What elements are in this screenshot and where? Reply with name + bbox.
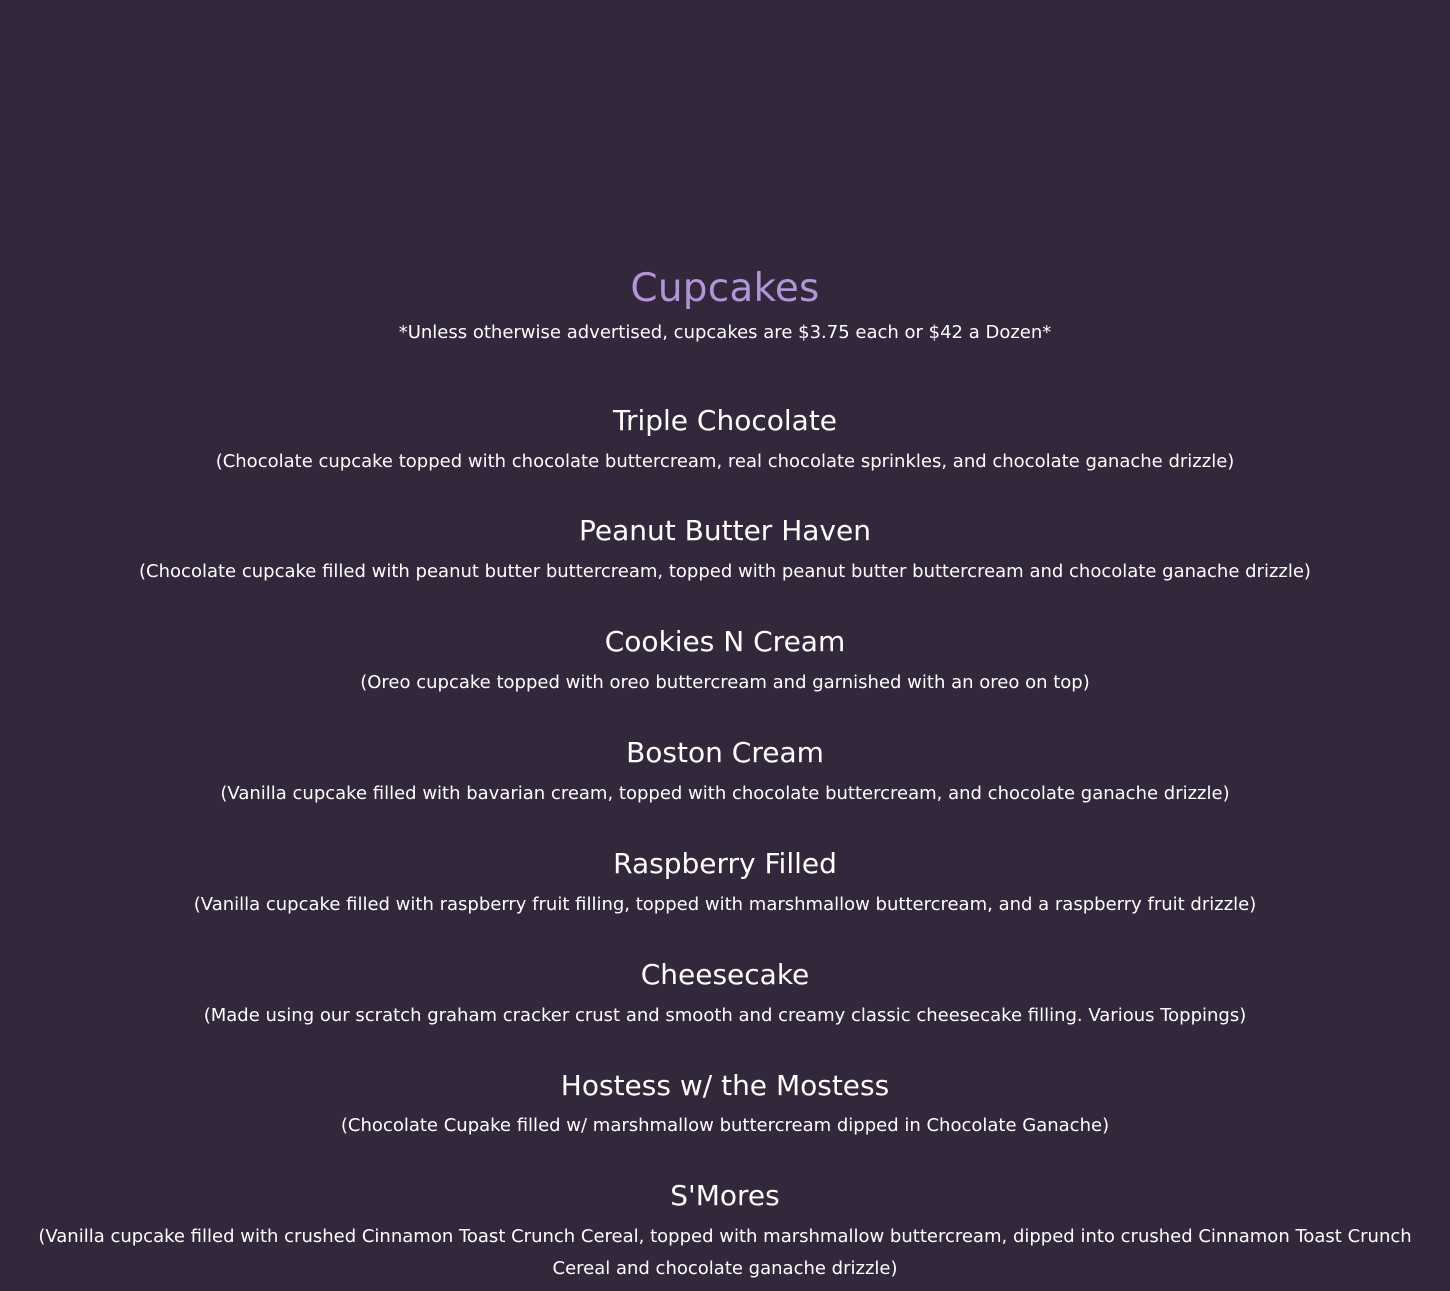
item-description-peanut-butter-haven: (Chocolate cupcake filled with peanut butter buttercream, topped with peanut butter buttercream and chocolate ganache drizzle) [139,561,1311,582]
item-description-cheesecake: (Made using our scratch graham cracker crust and smooth and creamy classic cheesecake filling. Various Toppings) [203,1005,1247,1026]
item-description-boston-cream: (Vanilla cupcake filled with bavarian cream, topped with chocolate buttercream, and chocolate ganache drizzle) [220,783,1230,804]
item-name-cookies-n-cream: Cookies N Cream [604,625,846,658]
pricing-note: *Unless otherwise advertised, cupcakes are $3.75 each or $42 a Dozen* [398,322,1052,343]
item-name-boston-cream: Boston Cream [626,736,824,769]
item-description-hostess-w-the-mostess: (Chocolate Cupake filled w/ marshmallow buttercream dipped in Chocolate Ganache) [340,1115,1110,1136]
item-name-smores: S'Mores [670,1179,780,1212]
item-name-triple-chocolate: Triple Chocolate [612,404,838,437]
section-title: Cupcakes [630,266,820,311]
item-name-cheesecake: Cheesecake [640,958,810,991]
item-description-smores: (Vanilla cupcake filled with crushed Cinnamon Toast Crunch Cereal, topped with marshmallow buttercream, dipped into crushed Cinnamon Toast Crunch Cereal and chocolate ganache drizzle) [38,1226,1412,1279]
item-description-cookies-n-cream: (Oreo cupcake topped with oreo buttercream and garnished with an oreo on top) [360,672,1090,693]
item-description-triple-chocolate: (Chocolate cupcake topped with chocolate buttercream, real chocolate sprinkles, and chocolate ganache drizzle) [215,451,1235,472]
item-description-raspberry-filled: (Vanilla cupcake filled with raspberry fruit filling, topped with marshmallow buttercream, and a raspberry fruit drizzle) [193,894,1257,915]
item-name-raspberry-filled: Raspberry Filled [613,847,837,880]
item-name-peanut-butter-haven: Peanut Butter Haven [579,514,871,547]
item-name-hostess-w-the-mostess: Hostess w/ the Mostess [560,1069,890,1102]
